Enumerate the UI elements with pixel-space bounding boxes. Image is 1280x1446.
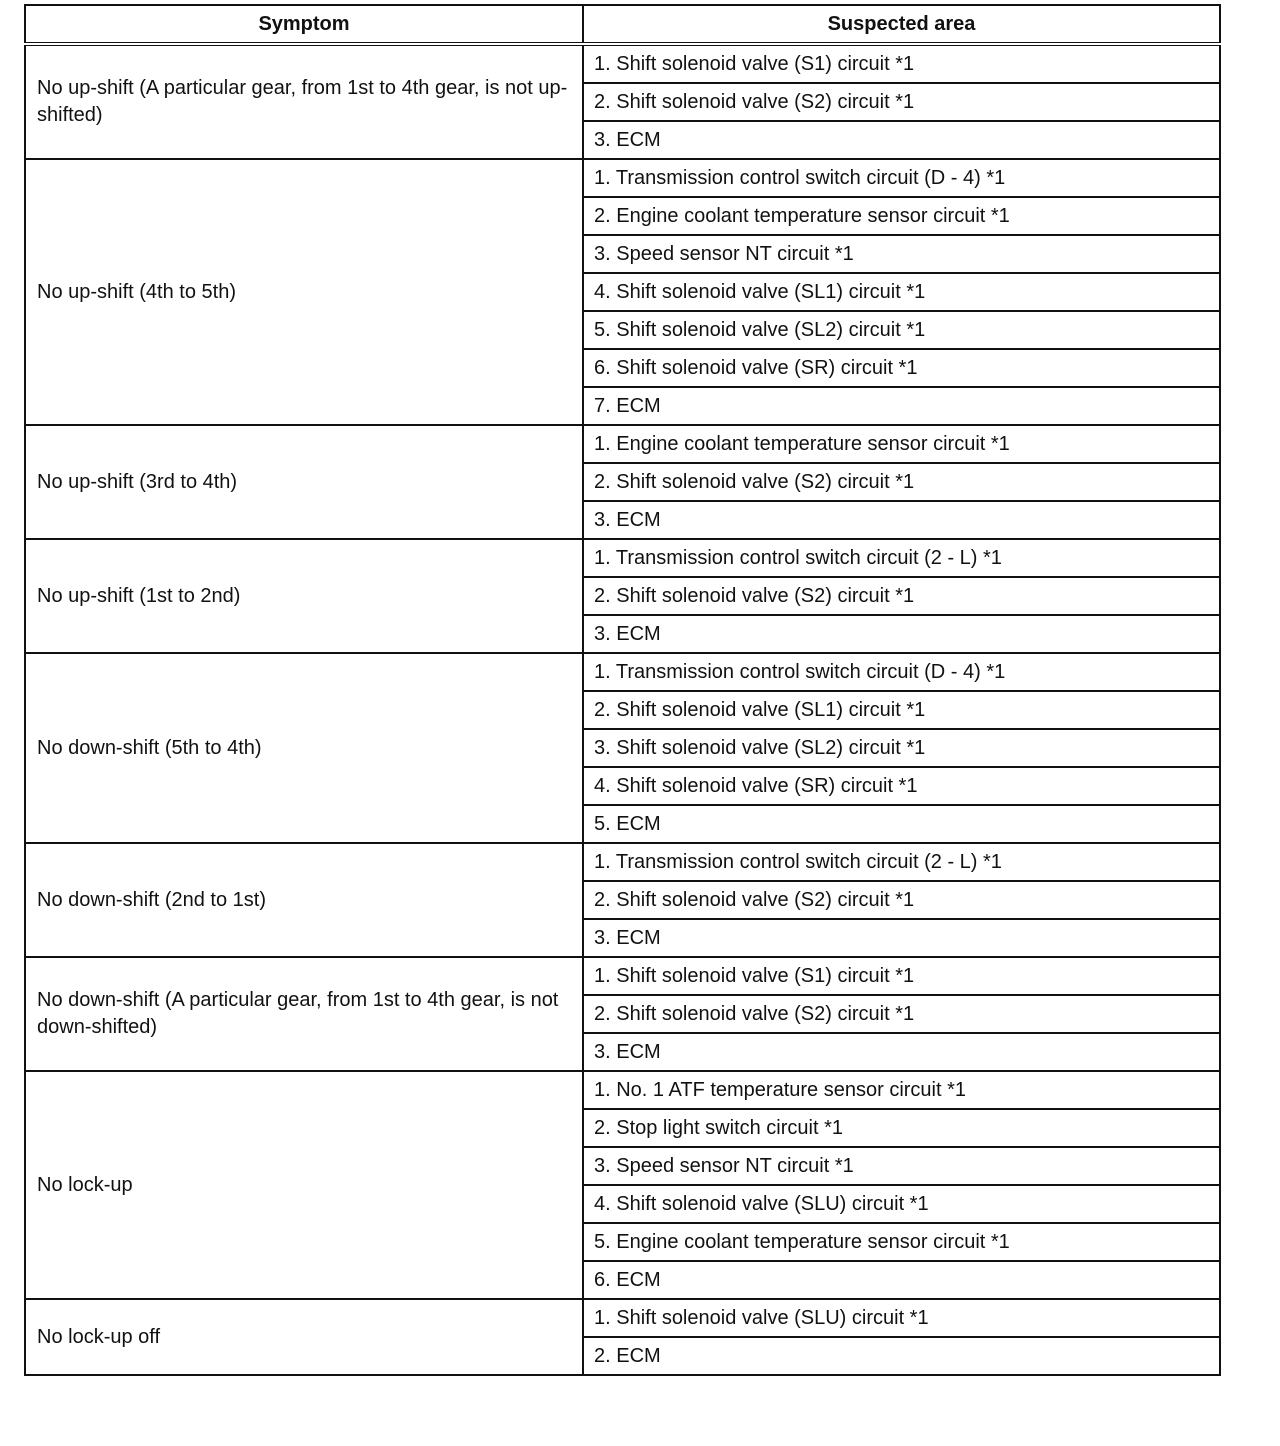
suspected-area-cell: 6. Shift solenoid valve (SR) circuit *1	[583, 349, 1220, 387]
suspected-area-cell: 4. Shift solenoid valve (SLU) circuit *1	[583, 1185, 1220, 1223]
suspected-area-cell: 3. Speed sensor NT circuit *1	[583, 1147, 1220, 1185]
suspected-area-cell: 2. Shift solenoid valve (S2) circuit *1	[583, 577, 1220, 615]
suspected-area-cell: 1. Transmission control switch circuit (D - 4) *1	[583, 159, 1220, 197]
suspected-area-cell: 2. Shift solenoid valve (S2) circuit *1	[583, 83, 1220, 121]
header-suspected-area: Suspected area	[583, 5, 1220, 44]
symptom-cell: No up-shift (4th to 5th)	[25, 159, 583, 425]
suspected-area-cell: 6. ECM	[583, 1261, 1220, 1299]
suspected-area-cell: 1. Shift solenoid valve (S1) circuit *1	[583, 957, 1220, 995]
suspected-area-cell: 1. Engine coolant temperature sensor circuit *1	[583, 425, 1220, 463]
suspected-area-cell: 2. Shift solenoid valve (S2) circuit *1	[583, 463, 1220, 501]
suspected-area-cell: 2. Stop light switch circuit *1	[583, 1109, 1220, 1147]
table-row	[25, 44, 1220, 83]
symptom-cell: No down-shift (A particular gear, from 1st to 4th gear, is not down-shifted)	[25, 957, 583, 1071]
suspected-area-cell: 1. Shift solenoid valve (S1) circuit *1	[583, 44, 1220, 83]
suspected-area-cell: 3. ECM	[583, 919, 1220, 957]
suspected-area-cell: 2. Shift solenoid valve (S2) circuit *1	[583, 995, 1220, 1033]
suspected-area-cell: 3. ECM	[583, 501, 1220, 539]
suspected-area-cell: 3. ECM	[583, 615, 1220, 653]
suspected-area-cell: 1. No. 1 ATF temperature sensor circuit *1	[583, 1071, 1220, 1109]
suspected-area-cell: 1. Transmission control switch circuit (2 - L) *1	[583, 843, 1220, 881]
table-row	[25, 957, 1220, 995]
suspected-area-cell: 2. ECM	[583, 1337, 1220, 1375]
suspected-area-cell: 7. ECM	[583, 387, 1220, 425]
suspected-area-cell: 3. ECM	[583, 1033, 1220, 1071]
symptom-cell: No lock-up off	[25, 1299, 583, 1375]
table-row	[25, 1299, 1220, 1337]
suspected-area-cell: 3. Speed sensor NT circuit *1	[583, 235, 1220, 273]
table-body	[25, 44, 1220, 1375]
symptom-cell: No up-shift (3rd to 4th)	[25, 425, 583, 539]
symptom-cell: No up-shift (1st to 2nd)	[25, 539, 583, 653]
suspected-area-cell: 1. Transmission control switch circuit (2 - L) *1	[583, 539, 1220, 577]
table-row	[25, 843, 1220, 881]
table-row	[25, 425, 1220, 463]
suspected-area-cell: 1. Transmission control switch circuit (D - 4) *1	[583, 653, 1220, 691]
suspected-area-cell: 5. ECM	[583, 805, 1220, 843]
suspected-area-cell: 2. Shift solenoid valve (S2) circuit *1	[583, 881, 1220, 919]
suspected-area-cell: 2. Shift solenoid valve (SL1) circuit *1	[583, 691, 1220, 729]
table-row	[25, 1071, 1220, 1109]
symptom-cell: No down-shift (5th to 4th)	[25, 653, 583, 843]
table-row	[25, 159, 1220, 197]
suspected-area-cell: 4. Shift solenoid valve (SR) circuit *1	[583, 767, 1220, 805]
symptom-table-container	[24, 4, 1219, 1376]
suspected-area-cell: 3. ECM	[583, 121, 1220, 159]
table-row	[25, 539, 1220, 577]
suspected-area-cell: 5. Shift solenoid valve (SL2) circuit *1	[583, 311, 1220, 349]
symptom-cell: No up-shift (A particular gear, from 1st to 4th gear, is not up-shifted)	[25, 44, 583, 159]
symptom-table	[24, 4, 1221, 1376]
header-symptom: Symptom	[25, 5, 583, 44]
suspected-area-cell: 2. Engine coolant temperature sensor circuit *1	[583, 197, 1220, 235]
suspected-area-cell: 4. Shift solenoid valve (SL1) circuit *1	[583, 273, 1220, 311]
suspected-area-cell: 3. Shift solenoid valve (SL2) circuit *1	[583, 729, 1220, 767]
symptom-cell: No down-shift (2nd to 1st)	[25, 843, 583, 957]
table-header-row	[25, 5, 1220, 44]
suspected-area-cell: 1. Shift solenoid valve (SLU) circuit *1	[583, 1299, 1220, 1337]
symptom-cell: No lock-up	[25, 1071, 583, 1299]
table-row	[25, 653, 1220, 691]
suspected-area-cell: 5. Engine coolant temperature sensor circuit *1	[583, 1223, 1220, 1261]
